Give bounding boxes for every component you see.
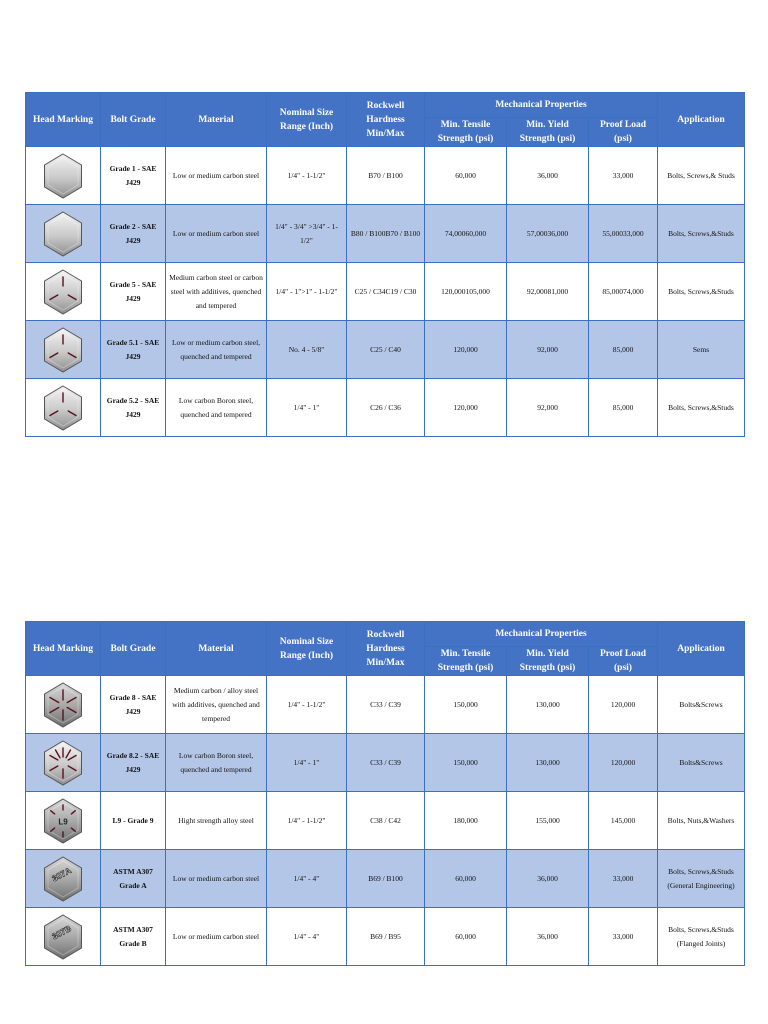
proof-load-cell: 33,000 [589, 850, 658, 908]
header-proof-load: Proof Load (psi) [589, 647, 658, 676]
tensile-strength-cell: 150,000 [425, 734, 507, 792]
nominal-size-cell: 1/4" - 1-1/2" [267, 676, 347, 734]
head-marking-cell [26, 147, 101, 205]
material-cell: Low or medium carbon steel [166, 147, 267, 205]
rockwell-hardness-cell: C26 / C36 [347, 379, 425, 437]
material-cell: Low or medium carbon steel [166, 205, 267, 263]
table-row [26, 908, 745, 966]
header-proof-load: Proof Load (psi) [589, 118, 658, 147]
rockwell-hardness-cell: B70 / B100 [347, 147, 425, 205]
application-cell: Bolts, Nuts,&Washers [658, 792, 745, 850]
tensile-strength-cell: 74,00060,000 [425, 205, 507, 263]
yield-strength-cell: 36,000 [507, 850, 589, 908]
a307b-hex-icon [35, 911, 91, 963]
application-cell: Bolts, Screws,&Studs [658, 263, 745, 321]
header-nominal-size: Nominal Size Range (Inch) [267, 93, 347, 147]
nominal-size-cell: 1/4" - 1">1" - 1-1/2" [267, 263, 347, 321]
table-row [26, 147, 745, 205]
proof-load-cell: 120,000 [589, 734, 658, 792]
table-row [26, 676, 745, 734]
table-row [26, 850, 745, 908]
material-cell: Hight strength alloy steel [166, 792, 267, 850]
header-nominal-size: Nominal Size Range (Inch) [267, 622, 347, 676]
header-material: Material [166, 93, 267, 147]
yield-strength-cell: 36,000 [507, 147, 589, 205]
three-line-hex-icon [35, 266, 91, 318]
proof-load-cell: 33,000 [589, 147, 658, 205]
yield-strength-cell: 130,000 [507, 734, 589, 792]
proof-load-cell: 145,000 [589, 792, 658, 850]
header-mechanical-properties: Mechanical Properties [425, 93, 658, 118]
yield-strength-cell: 155,000 [507, 792, 589, 850]
head-marking-cell [26, 205, 101, 263]
rockwell-hardness-cell: C38 / C42 [347, 792, 425, 850]
yield-strength-cell: 92,00081,000 [507, 263, 589, 321]
nominal-size-cell: 1/4" - 1" [267, 379, 347, 437]
nominal-size-cell: 1/4" - 1-1/2" [267, 792, 347, 850]
head-marking-cell [26, 379, 101, 437]
rockwell-hardness-cell: C25 / C34C19 / C30 [347, 263, 425, 321]
material-cell: Low carbon Boron steel, quenched and tempered [166, 379, 267, 437]
bolt-grade-cell: Grade 1 - SAE J429 [101, 147, 166, 205]
head-marking-cell [26, 321, 101, 379]
head-marking-cell [26, 676, 101, 734]
header-mechanical-properties: Mechanical Properties [425, 622, 658, 647]
tensile-strength-cell: 180,000 [425, 792, 507, 850]
six-line-hex-icon [35, 679, 91, 731]
proof-load-cell: 55,00033,000 [589, 205, 658, 263]
material-cell: Low carbon Boron steel, quenched and tempered [166, 734, 267, 792]
bolt-grade-table-1 [25, 92, 745, 437]
tensile-strength-cell: 120,000 [425, 379, 507, 437]
material-cell: Medium carbon / alloy steel with additives, quenched and tempered [166, 676, 267, 734]
bolt-grade-cell: Grade 8.2 - SAE J429 [101, 734, 166, 792]
plain-hex-icon [35, 208, 91, 260]
application-cell: Sems [658, 321, 745, 379]
material-cell: Low or medium carbon steel [166, 850, 267, 908]
yield-strength-cell: 92,000 [507, 321, 589, 379]
svg-text:307B: 307B [50, 922, 73, 942]
header-head-marking: Head Marking [26, 93, 101, 147]
rockwell-hardness-cell: B80 / B100B70 / B100 [347, 205, 425, 263]
svg-text:307A: 307A [50, 864, 73, 884]
bolt-grade-cell: Grade 5.1 - SAE J429 [101, 321, 166, 379]
tensile-strength-cell: 150,000 [425, 676, 507, 734]
application-cell: Bolts, Screws,& Studs [658, 147, 745, 205]
bolt-grade-cell: ASTM A307 Grade A [101, 850, 166, 908]
header-material: Material [166, 622, 267, 676]
head-marking-cell [26, 908, 101, 966]
eight-line-hex-icon [35, 737, 91, 789]
bolt-grade-cell: Grade 8 - SAE J429 [101, 676, 166, 734]
table-row [26, 321, 745, 379]
application-cell: Bolts&Screws [658, 734, 745, 792]
header-tensile: Min. Tensile Strength (psi) [425, 647, 507, 676]
material-cell: Medium carbon steel or carbon steel with additives, quenched and tempered [166, 263, 267, 321]
table-row [26, 734, 745, 792]
nominal-size-cell: No. 4 - 5/8" [267, 321, 347, 379]
tensile-strength-cell: 120,000 [425, 321, 507, 379]
header-yield: Min. Yield Strength (psi) [507, 118, 589, 147]
application-cell: Bolts, Screws,&Studs (Flanged Joints) [658, 908, 745, 966]
table-row [26, 792, 745, 850]
application-cell: Bolts, Screws,&Studs (General Engineering) [658, 850, 745, 908]
application-cell: Bolts&Screws [658, 676, 745, 734]
header-rockwell: Rockwell Hardness Min/Max [347, 93, 425, 147]
rockwell-hardness-cell: C33 / C39 [347, 676, 425, 734]
header-rockwell: Rockwell Hardness Min/Max [347, 622, 425, 676]
bolt-grade-cell: ASTM A307 Grade B [101, 908, 166, 966]
head-marking-cell [26, 850, 101, 908]
head-marking-cell [26, 792, 101, 850]
proof-load-cell: 120,000 [589, 676, 658, 734]
header-application: Application [658, 93, 745, 147]
nominal-size-cell: 1/4" - 3/4" >3/4" - 1-1/2" [267, 205, 347, 263]
rockwell-hardness-cell: B69 / B100 [347, 850, 425, 908]
tensile-strength-cell: 60,000 [425, 908, 507, 966]
material-cell: Low or medium carbon steel, quenched and tempered [166, 321, 267, 379]
table-row [26, 205, 745, 263]
bolt-grade-cell: Grade 5.2 - SAE J429 [101, 379, 166, 437]
bolt-grade-table-2 [25, 621, 745, 966]
tensile-strength-cell: 60,000 [425, 147, 507, 205]
header-head-marking: Head Marking [26, 622, 101, 676]
tensile-strength-cell: 60,000 [425, 850, 507, 908]
svg-text:L9: L9 [58, 817, 68, 826]
l9-hex-icon [35, 795, 91, 847]
application-cell: Bolts, Screws,&Studs [658, 379, 745, 437]
header-application: Application [658, 622, 745, 676]
yield-strength-cell: 130,000 [507, 676, 589, 734]
bolt-grade-cell: Grade 2 - SAE J429 [101, 205, 166, 263]
proof-load-cell: 85,000 [589, 321, 658, 379]
material-cell: Low or medium carbon steel [166, 908, 267, 966]
yield-strength-cell: 92,000 [507, 379, 589, 437]
a307a-hex-icon [35, 853, 91, 905]
bolt-grade-cell: Grade 5 - SAE J429 [101, 263, 166, 321]
table-row [26, 263, 745, 321]
three-line-hex-icon [35, 382, 91, 434]
nominal-size-cell: 1/4" - 1" [267, 734, 347, 792]
proof-load-cell: 33,000 [589, 908, 658, 966]
head-marking-cell [26, 263, 101, 321]
header-bolt-grade: Bolt Grade [101, 622, 166, 676]
rockwell-hardness-cell: C25 / C40 [347, 321, 425, 379]
head-marking-cell [26, 734, 101, 792]
header-bolt-grade: Bolt Grade [101, 93, 166, 147]
application-cell: Bolts, Screws,&Studs [658, 205, 745, 263]
bolt-grade-cell: L9 - Grade 9 [101, 792, 166, 850]
nominal-size-cell: 1/4" - 4" [267, 850, 347, 908]
rockwell-hardness-cell: B69 / B95 [347, 908, 425, 966]
yield-strength-cell: 57,00036,000 [507, 205, 589, 263]
three-line-hex-icon [35, 324, 91, 376]
nominal-size-cell: 1/4" - 1-1/2" [267, 147, 347, 205]
header-yield: Min. Yield Strength (psi) [507, 647, 589, 676]
proof-load-cell: 85,000 [589, 379, 658, 437]
tensile-strength-cell: 120,000105,000 [425, 263, 507, 321]
proof-load-cell: 85,00074,000 [589, 263, 658, 321]
yield-strength-cell: 36,000 [507, 908, 589, 966]
plain-hex-icon [35, 150, 91, 202]
rockwell-hardness-cell: C33 / C39 [347, 734, 425, 792]
nominal-size-cell: 1/4" - 4" [267, 908, 347, 966]
header-tensile: Min. Tensile Strength (psi) [425, 118, 507, 147]
table-row [26, 379, 745, 437]
